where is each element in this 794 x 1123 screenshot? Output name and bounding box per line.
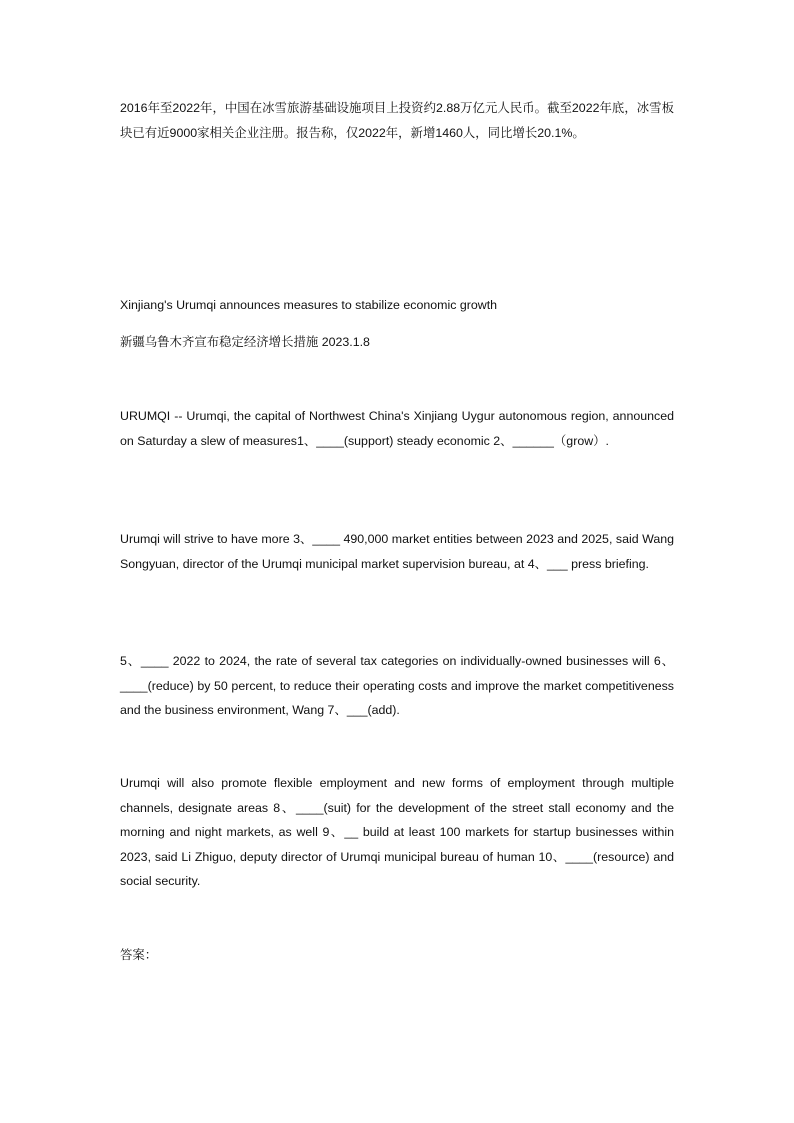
exercise-paragraph-1: URUMQI -- Urumqi, the capital of Northwest China's Xinjiang Uygur autonomous region, announced on Saturday a slew of measures1、____(support) steady economic 2、______（grow）.	[120, 409, 674, 448]
exercise-paragraph-4: Urumqi will also promote flexible employment and new forms of employment through multiple channels, designate areas 8、____(suit) for the development of the street stall economy and the morning and night markets, as well 9、__ build at least 100 markets for startup businesses within 2023, said Li Zhiguo, deputy director of Urumqi municipal bureau of human 10、____(resource) and social security.	[120, 776, 674, 888]
article-title-english: Xinjiang's Urumqi announces measures to stabilize economic growth	[120, 298, 498, 312]
exercise-paragraph-2: Urumqi will strive to have more 3、____ 490,000 market entities between 2023 and 2025, said Wang Songyuan, director of the Urumqi municipal market supervision bureau, at 4、___ press briefing.	[120, 532, 674, 571]
article-title-chinese: 新疆乌鲁木齐宣布稳定经济增长措施 2023.1.8	[120, 335, 370, 349]
answer-label: 答案：	[120, 948, 158, 962]
intro-paragraph: 2016年至2022年，中国在冰雪旅游基础设施项目上投资约2.88万亿元人民币。截至2022年底，冰雪板块已有近9000家相关企业注册。报告称，仅2022年，新增1460人，同比增长20.1%。	[120, 101, 674, 140]
exercise-paragraph-3: 5、____ 2022 to 2024, the rate of several tax categories on individually-owned businesses will 6、____(reduce) by 50 percent, to reduce their operating costs and improve the market competitiveness and the business environment, Wang 7、___(add).	[120, 654, 674, 717]
